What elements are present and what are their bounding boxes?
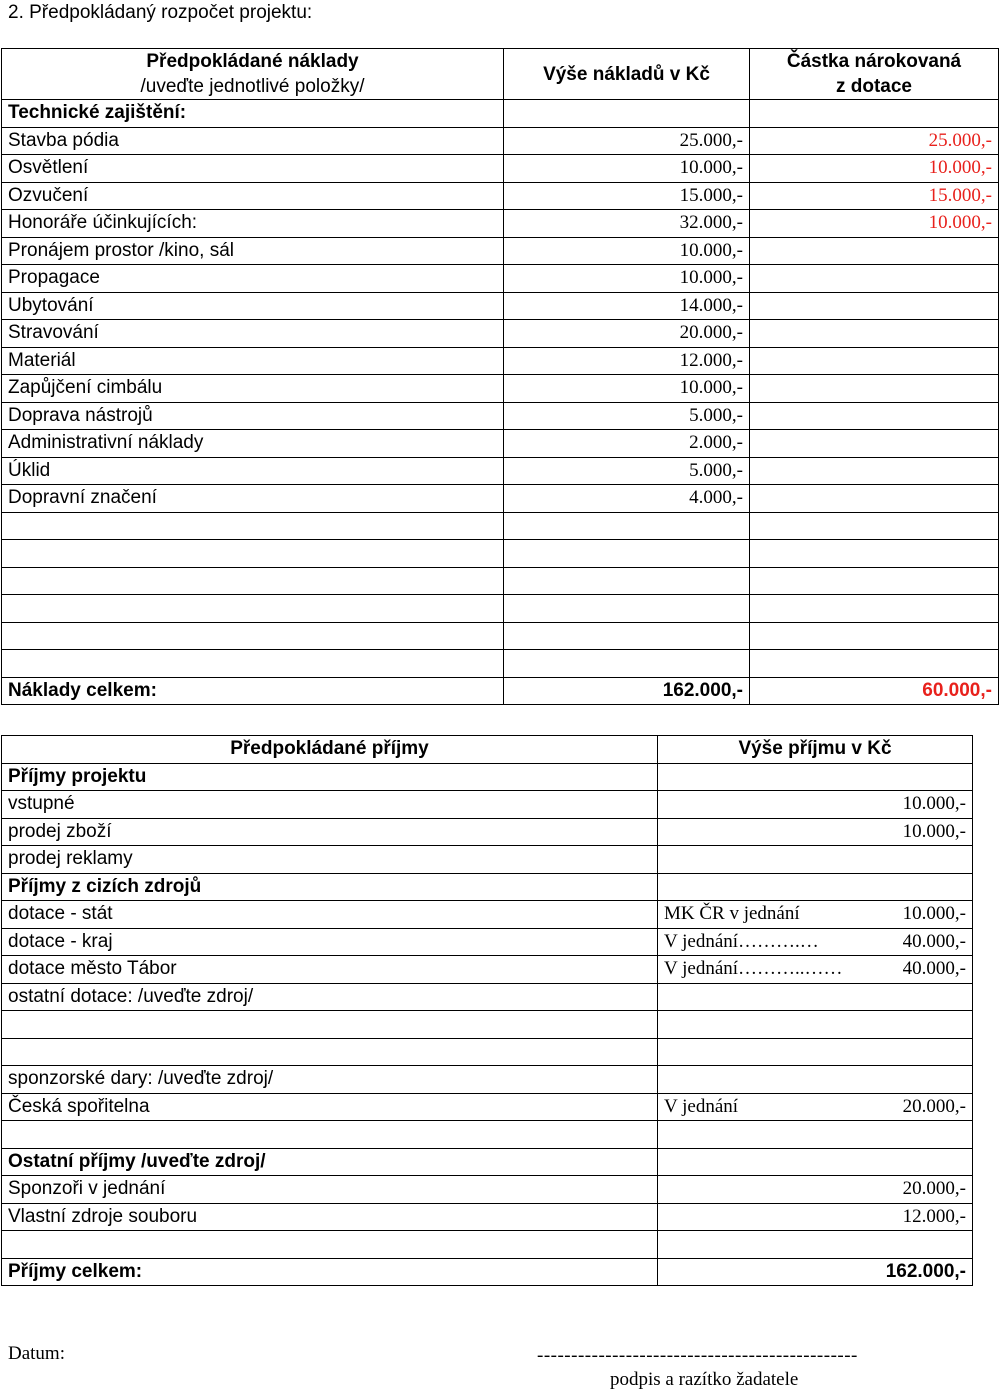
income-item <box>2 1038 658 1066</box>
income-item: vstupné <box>2 791 658 819</box>
cost-item: Materiál <box>2 347 504 375</box>
cost-item <box>2 595 504 623</box>
income-row <box>2 791 973 819</box>
cost-claim <box>750 457 999 485</box>
costs-total-claim: 60.000,- <box>750 677 999 705</box>
cost-item <box>2 622 504 650</box>
cost-claim <box>750 540 999 568</box>
income-amount: 40.000,- <box>902 958 966 980</box>
income-item: dotace město Tábor <box>2 956 658 984</box>
cost-item <box>2 540 504 568</box>
income-note: V jednání……….… <box>664 930 819 952</box>
income-amount-cell <box>658 956 973 984</box>
income-row <box>2 1121 973 1149</box>
cost-row <box>2 457 999 485</box>
income-row <box>2 1038 973 1066</box>
income-amount <box>658 1231 973 1259</box>
cost-row <box>2 595 999 623</box>
income-row <box>2 901 973 929</box>
income-amount: 10.000,- <box>658 791 973 819</box>
cost-amount: 32.000,- <box>504 210 750 238</box>
income-amount <box>658 873 973 901</box>
income-amount: 20.000,- <box>658 1176 973 1204</box>
costs-header-amount: Výše nákladů v Kč <box>504 49 750 100</box>
costs-table <box>1 48 999 705</box>
income-item: sponzorské dary: /uveďte zdroj/ <box>2 1066 658 1094</box>
cost-amount: 5.000,- <box>504 457 750 485</box>
costs-total-cost: 162.000,- <box>504 677 750 705</box>
income-row <box>2 1203 973 1231</box>
income-amount: 10.000,- <box>658 818 973 846</box>
cost-amount <box>504 622 750 650</box>
income-item: prodej reklamy <box>2 846 658 874</box>
income-total-value: 162.000,- <box>658 1258 973 1286</box>
income-section-row <box>2 1148 973 1176</box>
income-amount <box>658 1121 973 1149</box>
costs-section-label: Technické zajištění: <box>2 100 504 128</box>
cost-amount: 10.000,- <box>504 375 750 403</box>
cost-amount: 10.000,- <box>504 155 750 183</box>
cost-amount: 2.000,- <box>504 430 750 458</box>
cost-row <box>2 375 999 403</box>
cost-row <box>2 512 999 540</box>
costs-header-items-line1: Předpokládané náklady <box>146 51 359 72</box>
cost-row <box>2 485 999 513</box>
income-row <box>2 1011 973 1039</box>
income-amount-cell <box>658 928 973 956</box>
cost-item: Stravování <box>2 320 504 348</box>
income-amount: 10.000,- <box>902 903 966 925</box>
cost-row <box>2 430 999 458</box>
costs-header-claim-line2: z dotace <box>835 76 913 97</box>
cost-claim <box>750 622 999 650</box>
income-total-label: Příjmy celkem: <box>2 1258 658 1286</box>
signature-line: ----------------------------------------------- <box>537 1345 858 1366</box>
income-row <box>2 983 973 1011</box>
cost-claim <box>750 485 999 513</box>
income-rows <box>2 763 973 1258</box>
income-amount: 20.000,- <box>902 1095 966 1117</box>
cost-item: Honoráře účinkujících: <box>2 210 504 238</box>
cost-claim <box>750 375 999 403</box>
cost-row <box>2 402 999 430</box>
income-amount <box>658 1038 973 1066</box>
cost-row <box>2 622 999 650</box>
cost-claim <box>750 512 999 540</box>
cost-claim <box>750 347 999 375</box>
cost-claim <box>750 292 999 320</box>
costs-section-row <box>2 100 999 128</box>
income-amount-cell <box>658 1093 973 1121</box>
cost-item: Doprava nástrojů <box>2 402 504 430</box>
income-amount-cell <box>658 901 973 929</box>
income-note: MK ČR v jednání <box>664 903 800 925</box>
income-item: dotace - stát <box>2 901 658 929</box>
cost-item: Ubytování <box>2 292 504 320</box>
income-amount <box>658 846 973 874</box>
cost-item: Stavba pódia <box>2 127 504 155</box>
income-table <box>1 735 973 1286</box>
cost-amount: 25.000,- <box>504 127 750 155</box>
income-row <box>2 1176 973 1204</box>
income-item: prodej zboží <box>2 818 658 846</box>
income-item: Příjmy projektu <box>2 763 658 791</box>
income-amount: 12.000,- <box>658 1203 973 1231</box>
income-header-amount: Výše příjmu v Kč <box>658 736 973 764</box>
income-row <box>2 818 973 846</box>
income-item <box>2 1231 658 1259</box>
cost-amount: 12.000,- <box>504 347 750 375</box>
cost-item: Zapůjčení cimbálu <box>2 375 504 403</box>
income-item <box>2 1011 658 1039</box>
income-item: dotace - kraj <box>2 928 658 956</box>
income-item: Česká spořitelna <box>2 1093 658 1121</box>
cost-amount: 15.000,- <box>504 182 750 210</box>
cost-row <box>2 127 999 155</box>
costs-header-claim-line1: Částka nárokovaná <box>786 51 962 72</box>
cost-row <box>2 210 999 238</box>
section-heading: 2. Předpokládaný rozpočet projektu: <box>8 2 313 23</box>
income-amount <box>658 1148 973 1176</box>
cost-amount <box>504 540 750 568</box>
cost-item <box>2 650 504 678</box>
cost-item: Pronájem prostor /kino, sál <box>2 237 504 265</box>
costs-total-row <box>2 677 999 705</box>
costs-total-label: Náklady celkem: <box>2 677 504 705</box>
income-item: Ostatní příjmy /uveďte zdroj/ <box>2 1148 658 1176</box>
cost-amount: 5.000,- <box>504 402 750 430</box>
cost-item: Propagace <box>2 265 504 293</box>
income-item: ostatní dotace: /uveďte zdroj/ <box>2 983 658 1011</box>
cost-claim <box>750 320 999 348</box>
cost-amount <box>504 650 750 678</box>
income-total-row <box>2 1258 973 1286</box>
income-amount <box>658 1011 973 1039</box>
costs-header-claim <box>750 49 999 100</box>
cost-claim: 25.000,- <box>750 127 999 155</box>
income-row <box>2 928 973 956</box>
cost-item <box>2 512 504 540</box>
income-row <box>2 956 973 984</box>
cost-row <box>2 540 999 568</box>
income-section-row <box>2 873 973 901</box>
income-header-row <box>2 736 973 764</box>
income-item: Vlastní zdroje souboru <box>2 1203 658 1231</box>
income-section-row <box>2 763 973 791</box>
cost-claim: 10.000,- <box>750 210 999 238</box>
cost-amount: 4.000,- <box>504 485 750 513</box>
cost-claim: 10.000,- <box>750 155 999 183</box>
cost-amount: 14.000,- <box>504 292 750 320</box>
costs-header-items <box>2 49 504 100</box>
cost-claim <box>750 430 999 458</box>
income-header-items: Předpokládané příjmy <box>2 736 658 764</box>
costs-header-items-line2: /uveďte jednotlivé položky/ <box>140 76 365 97</box>
cost-claim <box>750 402 999 430</box>
cost-claim <box>750 265 999 293</box>
cost-amount: 10.000,- <box>504 265 750 293</box>
cost-claim <box>750 237 999 265</box>
cost-row <box>2 182 999 210</box>
signature-label: podpis a razítko žadatele <box>610 1369 799 1390</box>
cost-item <box>2 567 504 595</box>
cost-amount: 10.000,- <box>504 237 750 265</box>
income-amount: 40.000,- <box>902 930 966 952</box>
costs-header-row <box>2 49 999 100</box>
income-amount <box>658 983 973 1011</box>
cost-amount <box>504 567 750 595</box>
costs-rows <box>2 127 999 677</box>
cost-item: Administrativní náklady <box>2 430 504 458</box>
income-item <box>2 1121 658 1149</box>
cost-claim: 15.000,- <box>750 182 999 210</box>
cost-item: Úklid <box>2 457 504 485</box>
cost-row <box>2 320 999 348</box>
income-item: Sponzoři v jednání <box>2 1176 658 1204</box>
income-note: V jednání………..…… <box>664 958 843 980</box>
income-row <box>2 1093 973 1121</box>
cost-claim <box>750 650 999 678</box>
cost-claim <box>750 567 999 595</box>
cost-item: Osvětlení <box>2 155 504 183</box>
cost-amount <box>504 512 750 540</box>
income-amount <box>658 763 973 791</box>
income-row <box>2 1231 973 1259</box>
income-amount <box>658 1066 973 1094</box>
income-item: Příjmy z cizích zdrojů <box>2 873 658 901</box>
cost-amount: 20.000,- <box>504 320 750 348</box>
costs-section-empty <box>750 100 999 128</box>
costs-section-empty <box>504 100 750 128</box>
cost-row <box>2 650 999 678</box>
income-note: V jednání <box>664 1095 739 1117</box>
cost-row <box>2 237 999 265</box>
cost-row <box>2 567 999 595</box>
income-row <box>2 846 973 874</box>
income-row <box>2 1066 973 1094</box>
cost-claim <box>750 595 999 623</box>
cost-row <box>2 292 999 320</box>
cost-row <box>2 155 999 183</box>
cost-item: Dopravní značení <box>2 485 504 513</box>
date-label: Datum: <box>8 1343 65 1364</box>
cost-amount <box>504 595 750 623</box>
cost-row <box>2 347 999 375</box>
cost-row <box>2 265 999 293</box>
cost-item: Ozvučení <box>2 182 504 210</box>
